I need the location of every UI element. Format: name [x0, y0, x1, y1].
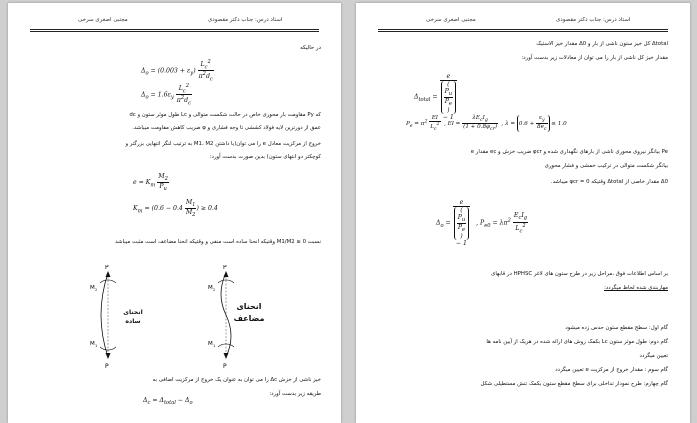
text-line: مهاربندی شده لحاظ میگردد:	[604, 285, 668, 291]
text-line: کوچکتر دو انتهای ستون) بدین صورت بدست آورد:	[209, 154, 321, 160]
text-line: در حالیکه	[300, 45, 321, 51]
svg-text:P: P	[223, 265, 227, 271]
header-rule-thin	[378, 31, 668, 32]
step-3: گام سوم : مقدار خروج از مرکزیت e تعیین میگردد	[555, 367, 668, 373]
header-instructor: استاد درس: جناب دکتر مقصودی	[208, 17, 283, 23]
svg-text:M: M	[208, 285, 213, 291]
header-instructor: استاد درس: جناب دکتر مقصودی	[556, 17, 631, 23]
svg-text:1: 1	[95, 344, 98, 348]
header-rule-thin	[30, 31, 319, 32]
label-single-curvature: انحنای ساده	[123, 309, 143, 325]
svg-text:2: 2	[213, 288, 216, 292]
text-line: بیانگر شکست متوالی در ترکیب خمشی و فشار محوری	[544, 163, 668, 169]
text-line: خیز ناشی از خزش Δc را می توان به عنوان یک خروج از مرکزیت اضافی به	[152, 377, 321, 383]
text-line: مقدار خیز کل ناشی از بار را می توان از معادلات زیر بدست آورد:	[521, 55, 668, 61]
equation-delta0-a: $\Delta_o = (0.003 + \varepsilon_y)$ $\frac{L_c^2}{\pi^2d_c}$	[141, 59, 213, 83]
step-1: گام اول: سطح مقطع ستون حدس زده میشود	[565, 325, 668, 331]
equation-delta0-b: $\Delta_o = 1.6\varepsilon_y$ $\frac{L_c^2}{\pi^2d_c}$	[141, 83, 191, 107]
text-line: Δ0 مقدار خاصی از Δtotal وقتیکه φcr = 0 میباشد.	[550, 179, 668, 185]
label-double-curvature: انحنای مضاعف	[233, 302, 265, 323]
text-line: Δtotal کل خیز ستون ناشی از بار و Δ0 مقدار خیز الاستیک	[536, 41, 668, 47]
svg-text:M: M	[90, 341, 95, 347]
step-4: گام چهارم: طرح نمودار تداخلی برای سطح مقطع ستون بکمک تنش مستطیلی شکل	[480, 381, 668, 387]
text-line: که Py مقاومت بار محوری خاص در حالت شکست متوالی و Lc طول موثر ستون و dc	[129, 112, 321, 118]
svg-text:P: P	[223, 363, 227, 369]
text-line: عمق از دورترین لایه فولاد کششی تا وجه فشاری و φ ضریب کاهش مقاومت میباشد.	[132, 125, 321, 131]
text-line: نسبت M1/M2 ≥ 0 وقتیکه انحنا ساده است منفی و وقتیکه انحنا مضاعف است مثبت میباشد	[115, 239, 321, 245]
svg-text:P: P	[105, 265, 109, 271]
document-page-left	[8, 3, 341, 423]
svg-text:M: M	[90, 285, 95, 291]
text-line: Pe بیانگر نیروی محوری ناشی از بارهای نگهداری شده و φcr ضریب خزش و ec مقدار e	[470, 149, 668, 155]
svg-text:1: 1	[213, 344, 216, 348]
text-line: خروج از مرکزیت معادل e را می توان(با داشتن M1، M2 به ترتیب لنگر انتهایی بزرگتر و	[125, 141, 321, 147]
equation-euler-load: $P_e = \pi^2$ $\frac{EI}{L_c^2}$ , EI = $\frac{\lambda E_cI_g}{(1 + 0.8\varphi_{cr})}$ , λ = 0.6 + $\frac{\varepsilon_y}{8e_c}$ ≤ 1.0	[406, 115, 567, 133]
svg-text:P: P	[105, 363, 109, 369]
text-line: بر اساس اطلاعات فوق ،مراحل زیر در طرح ستون های لاغر HPHSC در قابهای	[491, 271, 668, 277]
equation-elastic-deflection: $\Delta_o$ = e ( $P_u$ $P_e$ ) − 1 , $P_{e0} = \lambda\pi^2$ $\frac{E_cI_g}{L_c^2}$	[436, 199, 528, 248]
step-2: گام دوم: طول موثر ستون Lc بکمک روش های ارائه شده در هریک از آیین نامه ها	[486, 339, 668, 345]
equation-eccentricity: $e = K_m$ $\frac{M_2}{P_u}$	[133, 173, 168, 193]
equation-creep-deflection: $\Delta_c = \Delta_{total} - \Delta_o$	[143, 397, 193, 407]
text-line: طریقه زیر بدست آورد:	[269, 391, 321, 397]
svg-text:2: 2	[95, 288, 98, 292]
step-2-continued: تعیین میگردد	[639, 353, 668, 359]
header-author: مجتبی اصغری سرخی	[426, 17, 476, 23]
document-page-right	[356, 3, 690, 423]
header-author: مجتبی اصغری سرخی	[78, 17, 128, 23]
equation-total-deflection: $\Delta_{total}$ = e ( $P_u$ $P_e$ ) − 1	[414, 73, 457, 121]
equation-km: $K_m = (0.6 - 0.4$ $\frac{M_1}{M_2}$ ) ≥ 0.4	[133, 199, 218, 219]
svg-text:M: M	[208, 341, 213, 347]
